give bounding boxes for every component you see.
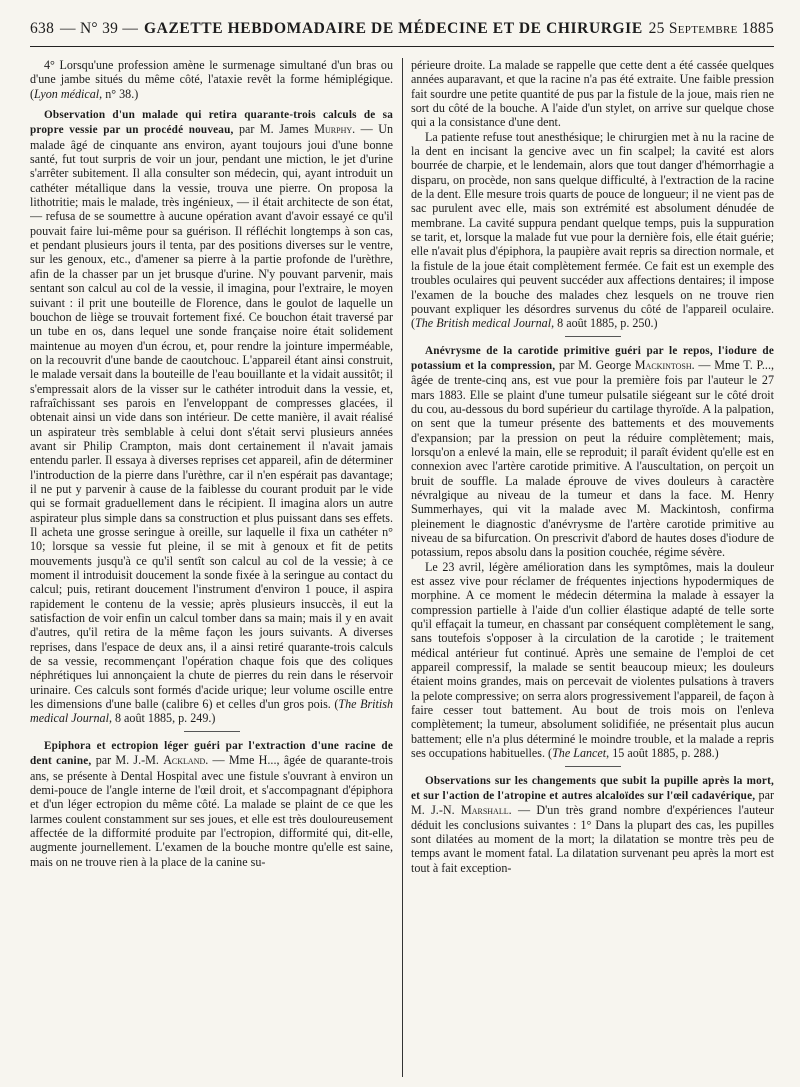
ackland-continued: périeure droite. La malade se rappelle que cette dent a été cassée quelques années auparavant, et que la racine n'a pas été extraite. Une faible pression fait sourdre une petite quantité de pus par la fistule de la joue, mais rien ne sort du côté de la bouche. A l'aide d'un stylet, on arrive sur quelque chose qui a la consistance d'une dent. xyxy=(411,58,774,130)
article-mackintosh: Anévrysme de la carotide primitive guéri par le repos, l'iodure de potassium et la compression, par M. George Mackintosh. — Mme T. P..., âgée de trente-cinq ans, est vue pour la première fois par l'auteur le 27 mars 1883. Elle se plaint d'une tumeur pulsatile siégeant sur le côté droit du cou, au-dessous du bord supérieur du cartilage thyroïde. A la palpation, on sent que la tumeur présente des battements et des mouvements d'expansion; par la pression on peut la réduire complètement; mais, lorsqu'on a enlevé la main, elle se reproduit; il paraît évident qu'elle est en connexion avec l'artère carotide primitive. A l'auscultation, on perçoit un bruit de souffle. La malade éprouve de vives douleurs à caractère névralgique au niveau de la tumeur et dans la face. M. Henry Summerhayes, qui vit la malade avec M. Mackintosh, confirma pleinement le diagnostic d'anévrysme de l'artère carotide primitive au niveau de sa bifurcation. On prescrivit d'abord de hautes doses d'iodure de potassium, repos absolu dans la position couchée, régime sévère. xyxy=(411,344,774,560)
section-separator xyxy=(184,731,240,732)
citation-source: The Lancet xyxy=(552,746,607,761)
author-name: Ackland xyxy=(163,753,206,768)
article-heading: Observations sur les changements que subit la pupille après la mort, et sur l'action de l'atropine et autres alcaloïdes sur l'œil cadavérique, xyxy=(411,774,774,802)
article-murphy: Observation d'un malade qui retira quarante-trois calculs de sa propre vessie par un procédé nouveau, par M. James Murphy. — Un malade âgé de cinquante ans environ, ayant toujours joui d'une bonne santé, fut tout surpris de voir un jour, pendant une miction, le jet d'urine s'arrêter subitement. Il alla consulter son médecin, qui, ayant introduit un cathéter métallique dans la vessie, trouva une pierre. On proposa la lithotritie; mais le malade, très ingénieux, — il était architecte de son état, — refusa de se soumettre à aucune opération avant d'avoir essayé ce qu'il pouvait faire lui-même pour sa guérison. Il réfléchit longtemps à son cas, et pendant plusieurs jours il tenta, par des positions diverses sur le ventre, sur les genoux, etc., d'amener sa pierre à la partie profonde de l'urèthre, afin de la chasser par un jet brusque d'urine. N'y pouvant parvenir, mais sentant son calcul au col de la vessie, il imagina, pour l'extraire, le moyen suivant : il prit une bouteille de Florence, dans le goulot de laquelle un bouchon de liège se trouvait fortement fixé. Ce bouchon était traversé par un tube en os, dans lequel une sonde française noire était solidement maintenue au moyen d'un écrou, et, pour rendre la jointure imperméable, on la recouvrit d'une bande de caoutchouc. L'appareil étant ainsi construit, le malade versait dans la bouteille de l'eau bouillante et la vidait aussitôt; il s'empressait alors de la visser sur le cathéter introduit dans la vessie, et, rafraîchissant ses parois en l'enveloppant de compresses glacées, il obtenait ainsi un vide dans son intérieur. De cette manière, il avait réalisé un aspirateur très semblable à celui dont s'était servi plusieurs années avant sir Philip Crampton, mais dont certainement il n'avait jamais entendu parler. Il essaya à diverses reprises cet appareil, afin de déterminer l'introduction de la pierre dans l'urèthre, car il n'en espérait pas davantage; il ne put y parvenir à cause de la faiblesse du courant produit par le vide qui se formait graduellement dans le récipient. Il imagina alors un autre aspirateur plus simple dans sa construction et plus puissant dans ses effets. Il acheta une grosse seringue à oreille, sur laquelle il fixa un cathéter n° 10; lorsque sa vessie fut pleine, il se mit à genoux et fit de petits mouvements jusqu'à ce qu'il sentît son calcul au col de la vessie; à ce moment il introduisit doucement la sonde fixée à la seringue au contact du calcul; puis, retirant doucement l'instrument d'environ 1 pouce, il aspira rapidement le contenu de la vessie; après plusieurs insuccès, il eut la satisfaction de voir enfin un calcul tomber dans sa main; mais il y en avait d'autres, qu'il retira de la même façon les jours suivants. A diverses reprises, dans l'espace de deux ans, il a ainsi retiré quarante-trois calculs de sa vessie, recommençant l'opération chaque fois que des coliques néphrétiques lui annonçaient la chute de pierres du rein dans le réservoir urinaire. Ces calculs sont formés d'acide urique; leur volume oscille entre les dimensions d'une balle (calibre 6) et celles d'un gros pois. (The British medical Journal, 8 août 1885, p. 249.) xyxy=(30,109,393,726)
author-name: Marshall xyxy=(460,803,509,818)
mackintosh-followup: Le 23 avril, légère amélioration dans les symptômes, mais la douleur est assez vive pour réclamer de fréquentes injections hypodermiques de morphine. A ce moment le médecin détermina la malade à essayer la compression partielle à l'aide d'un collier élastique adapté de telle sorte qu'il effaçait la tumeur, en chassant par conséquent complètement le sang, sans toutefois s'opposer à la circulation de la carotide ; le traitement médical antérieur fut continué. Après une semaine de l'emploi de cet appareil compressif, la malade se sentit beaucoup mieux; les douleurs étaient moins grandes, mais on percevait de violentes pulsations à travers la pelote compressive; on serra alors progressivement l'appareil, de façon à faire cesser tout battement. Au bout de trois mois on l'enleva complètement; la tumeur, absolument solidifiée, ne présentait plus aucun battement; elle n'a plus déterminé le moindre trouble, et la malade a repris ses occupations habituelles. (The Lancet, 15 août 1885, p. 288.) xyxy=(411,559,774,761)
author-name: Mackintosh xyxy=(634,357,692,372)
text-columns xyxy=(30,58,774,1077)
issue-date: 25 Septembre 1885 xyxy=(648,20,774,37)
section-separator xyxy=(565,336,621,337)
left-column xyxy=(30,58,393,1077)
citation-source: The British medical Journal xyxy=(30,697,393,726)
author-name: Murphy xyxy=(314,122,353,137)
citation-source: The British medical Journal xyxy=(415,316,552,331)
article-heading: Epiphora et ectropion léger guéri par l'extraction d'une racine de dent canine, xyxy=(30,739,393,768)
column-rule xyxy=(402,58,403,1077)
right-column xyxy=(411,58,774,1077)
article-ackland: Epiphora et ectropion léger guéri par l'extraction d'une racine de dent canine, par M. J.-M. Ackland. — Mme H..., âgée de quarante-trois ans, se présente à Dental Hospital avec une fistule s'ouvrant à environ un demi-pouce de l'angle interne de l'œil droit, et s'accompagnant d'épiphora et d'un léger ectropion du même côté. La malade se plaint de ce que les larmes coulent constamment sur ses joues, et elle est très douloureusement affectée de la difformité produite par l'ectropion, difformité qui, dit-elle, augmente journellement. L'examen de la bouche montre qu'elle est saine, mais on ne trouve rien à la place de la canine su- xyxy=(30,739,393,869)
section-separator xyxy=(565,766,621,767)
ataxia-conclusion: 4° Lorsqu'une profession amène le surmenage simultané d'un bras ou d'une jambe situés du même côté, l'ataxie revêt la forme hémiplégique. (Lyon médical, n° 38.) xyxy=(30,58,393,101)
journal-title: GAZETTE HEBDOMADAIRE DE MÉDECINE ET DE CHIRURGIE xyxy=(144,20,643,37)
article-heading: Anévrysme de la carotide primitive guéri par le repos, l'iodure de potassium et la compression, xyxy=(411,344,774,372)
issue-number: — N° 39 — xyxy=(59,20,139,37)
page-number: 638 xyxy=(30,20,55,37)
page-header xyxy=(30,12,774,47)
article-marshall: Observations sur les changements que subit la pupille après la mort, et sur l'action de l'atropine et autres alcaloïdes sur l'œil cadavérique, par M. J.-N. Marshall. — D'un très grand nombre d'expériences l'auteur déduit les conclusions suivantes : 1° Dans la plupart des cas, les pupilles sont dilatées au moment de la mort; la dilatation se montre très peu de temps avant le moment fatal. La dilatation survenant peu après la mort est tout à fait exception- xyxy=(411,774,774,875)
ackland-treatment: La patiente refuse tout anesthésique; le chirurgien met à nu la racine de la dent en incisant la gencive avec un fin scalpel; la cavité est alors bourrée de charpie, et le lendemain, alors que tout danger d'hémorrhagie a disparu, on procède, non sans quelque difficulté, à l'extraction de la racine de la dent. Elle mesure trois quarts de pouce de longueur; il ne vient pas de sac purulent avec elle, mais son extrémité est absolument dénudée de membrane. La cavité suppura pendant quelque temps, puis la suppuration se tarit, et, lorsque la malade fut vue pour la dernière fois, elle était guérie; elle n'avait plus d'épiphora, la paupière avait repris sa direction normale, et la fistule de la joue était complètement fermée. Ce fait est un exemple des troubles oculaires qui peuvent succéder aux affections dentaires; il impose l'examen de la bouche des malades chez lesquels on ne trouve rien pouvant expliquer les désordres survenus du côté de l'appareil oculaire. (The British medical Journal, 8 août 1885, p. 250.) xyxy=(411,129,774,331)
article-heading: Observation d'un malade qui retira quarante-trois calculs de sa propre vessie par un procédé nouveau, xyxy=(30,109,393,137)
